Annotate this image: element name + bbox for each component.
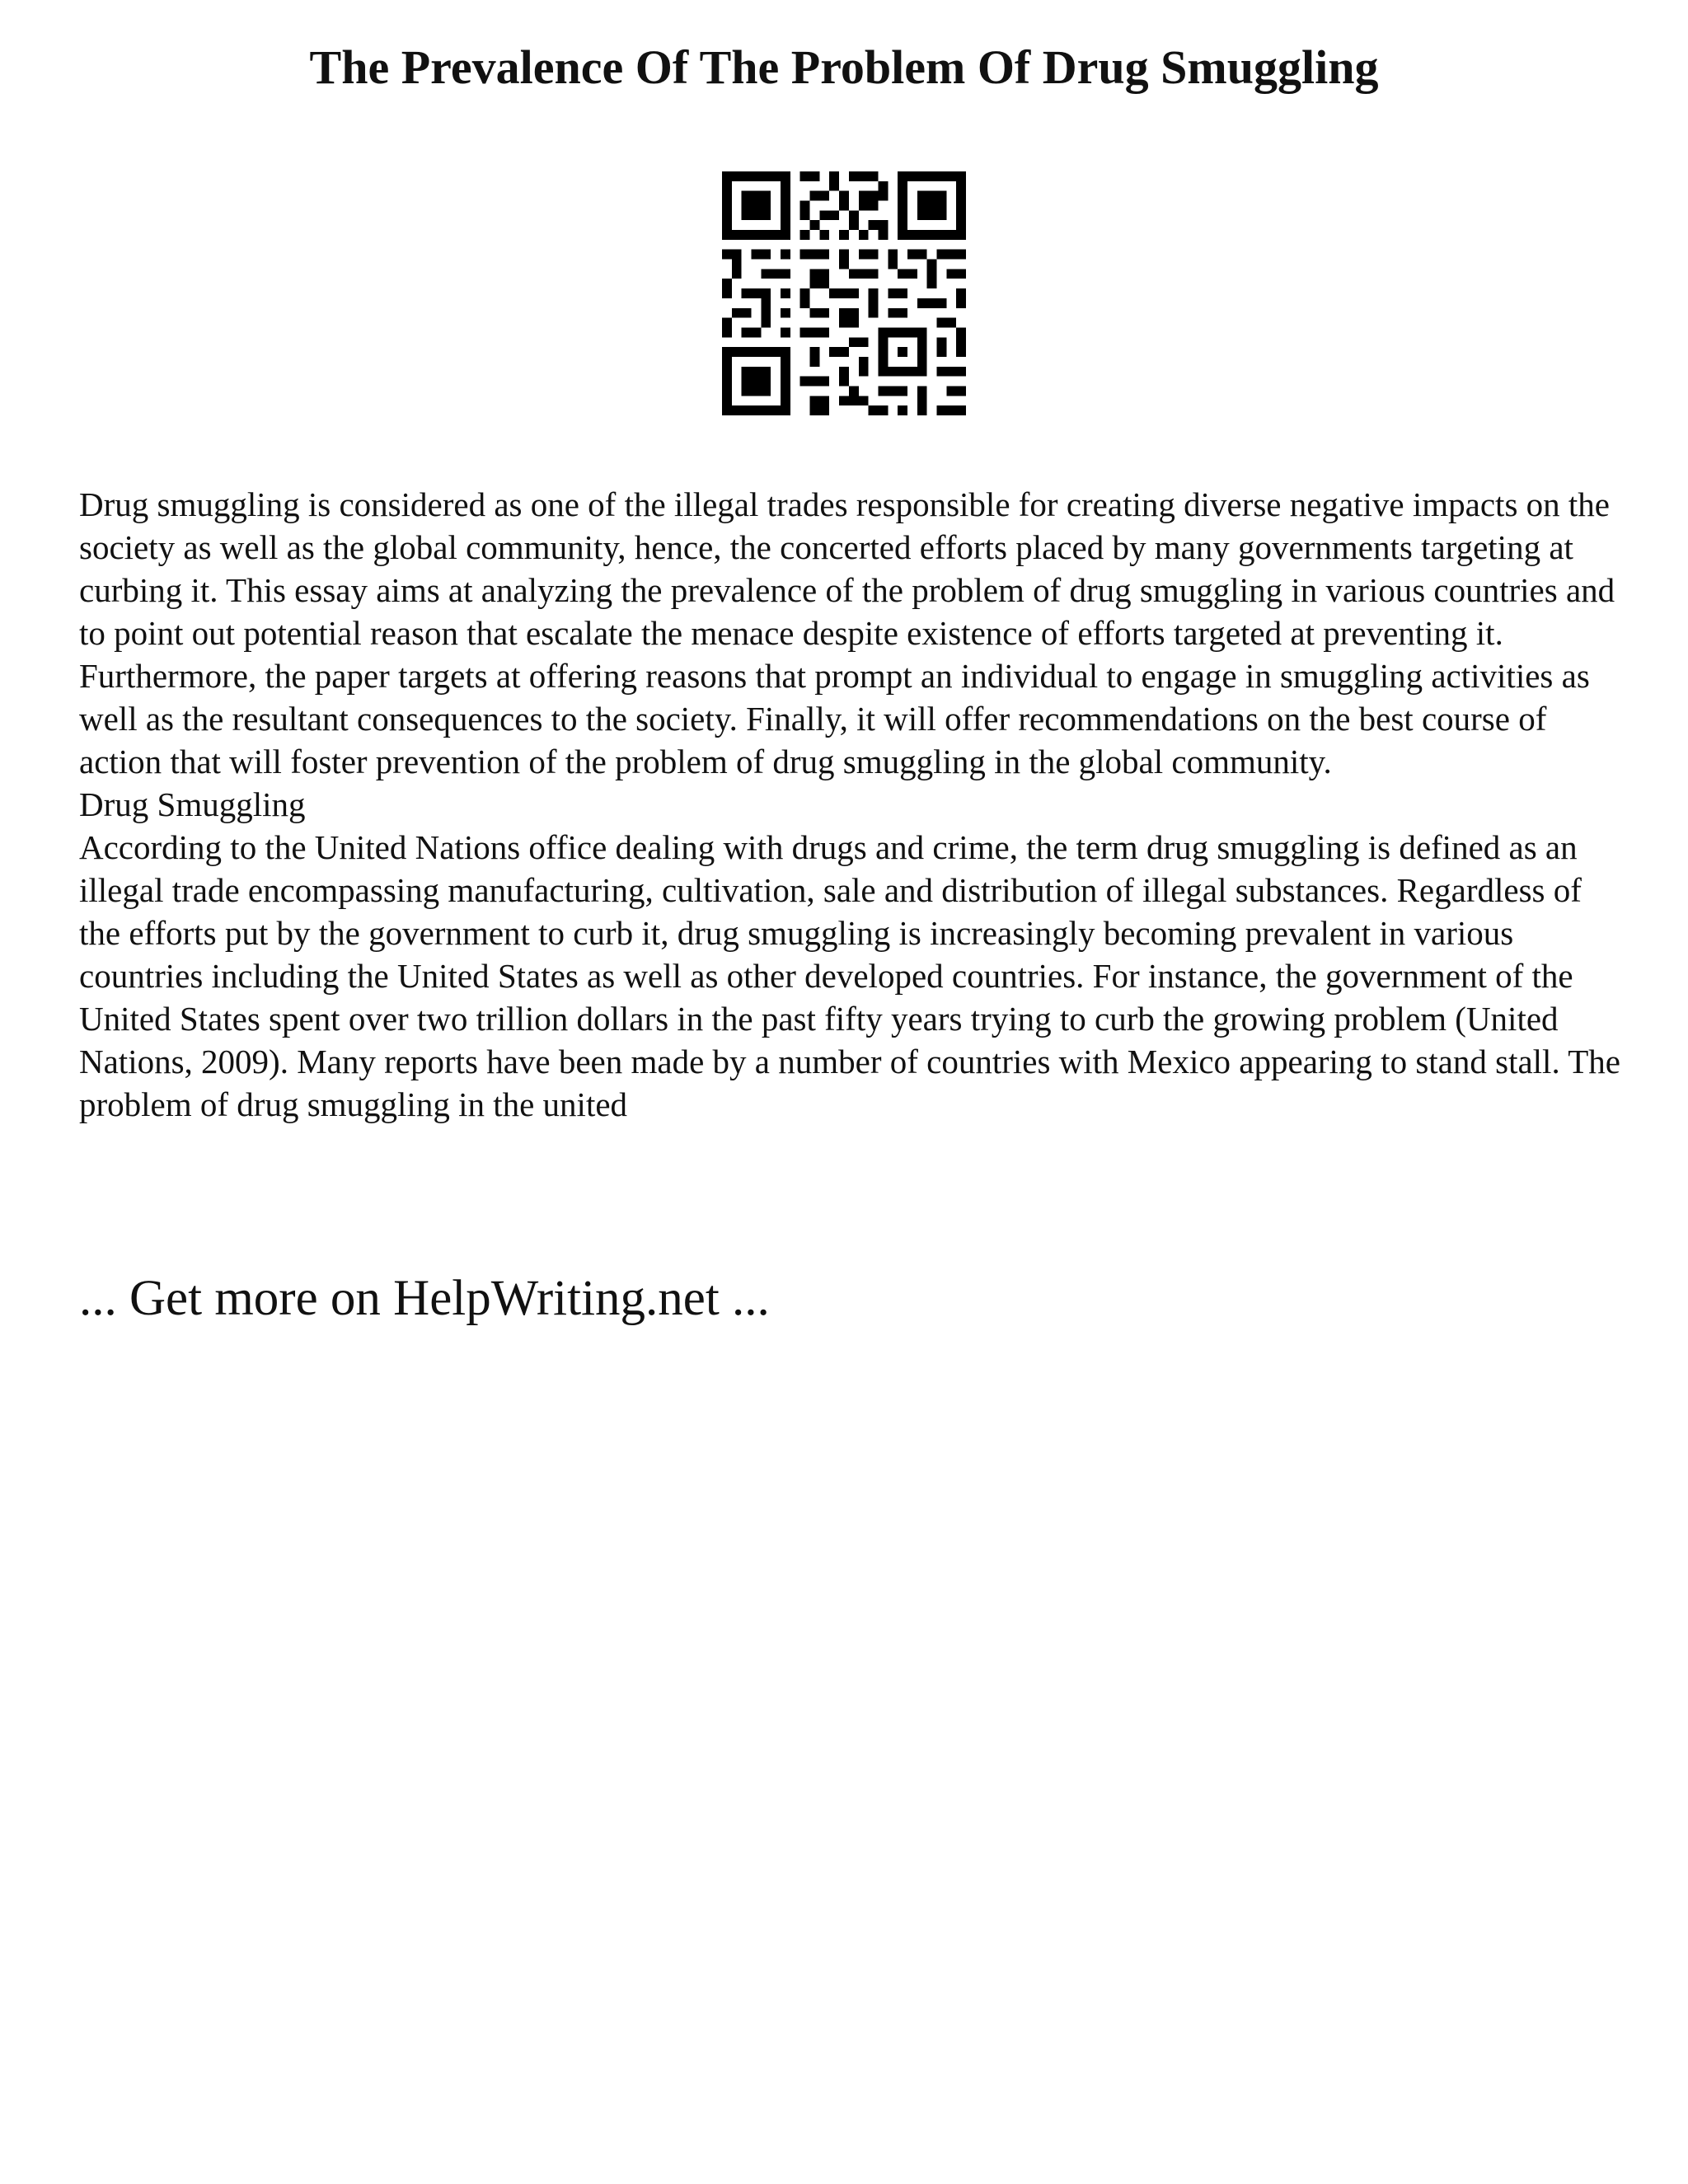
document-body bbox=[79, 483, 1620, 1126]
get-more-link[interactable]: ... Get more on HelpWriting.net ... bbox=[79, 1271, 770, 1326]
intro-paragraph: Drug smuggling is considered as one of the illegal trades responsible for creating diverse negative impacts on the society as well as the global community, hence, the concerted efforts placed by many governments targeting at curbing it. This essay aims at analyzing the prevalence of the problem of drug smuggling in various countries and to point out potential reason that escalate the menace despite existence of efforts targeted at preventing it. Furthermore, the paper targets at offering reasons that prompt an individual to engage in smuggling activities as well as the resultant consequences to the society. Finally, it will offer recommendations on the best course of action that will foster prevention of the problem of drug smuggling in the global community. bbox=[79, 485, 1615, 780]
section-heading: Drug Smuggling bbox=[79, 785, 306, 823]
qr-code-icon bbox=[722, 171, 966, 415]
document-title: The Prevalence Of The Problem Of Drug Smuggling bbox=[309, 40, 1379, 94]
qr-code[interactable] bbox=[722, 171, 966, 415]
body-paragraph: According to the United Nations office dealing with drugs and crime, the term drug smuggling is defined as an illegal trade encompassing manufacturing, cultivation, sale and distribution of illegal substances. Regardless of the efforts put by the government to curb it, drug smuggling is increasingly becoming prevalent in various countries including the United States as well as other developed countries. For instance, the government of the United States spent over two trillion dollars in the past fifty years trying to curb the growing problem (United Nations, 2009). Many reports have been made by a number of countries with Mexico appearing to stand stall. The problem of drug smuggling in the united bbox=[79, 828, 1620, 1123]
